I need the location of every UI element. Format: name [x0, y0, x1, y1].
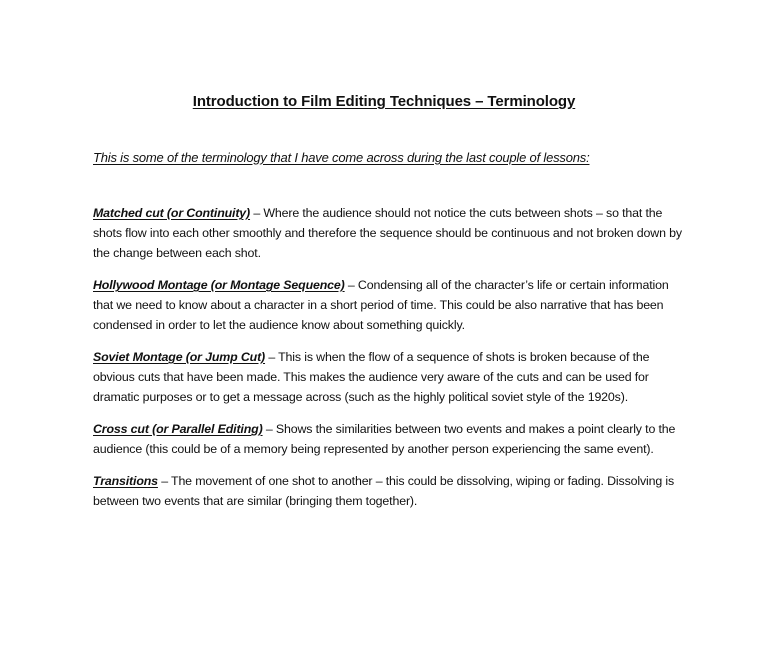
document-title: Introduction to Film Editing Techniques – Terminology	[192, 93, 576, 110]
term-label: Cross cut (or Parallel Editing)	[93, 422, 263, 436]
term-entry-hollywood-montage	[93, 275, 683, 335]
term-definition: – This is when the flow of a sequence of shots is broken because of the obvious cuts that have been made. This makes the audience very aware of the cuts and can be used for dramatic purposes or to get a message across (such as the highly political soviet style of the 1920s).	[93, 350, 650, 404]
term-label: Matched cut (or Continuity)	[93, 206, 251, 220]
term-definition: – Where the audience should not notice the cuts between shots – so that the shots flow into each other smoothly and therefore the sequence should be continuous and not broken down by the change between each shot.	[93, 206, 682, 260]
term-definition: – Shows the similarities between two events and makes a point clearly to the audience (this could be of a memory being represented by another person experiencing the same event).	[93, 422, 676, 456]
term-definition: – The movement of one shot to another – this could be dissolving, wiping or fading. Dissolving is between two events that are similar (bringing them together).	[93, 474, 675, 508]
term-label: Hollywood Montage (or Montage Sequence)	[93, 278, 345, 292]
term-label: Transitions	[93, 474, 158, 488]
term-entry-transitions	[93, 471, 683, 511]
term-entry-soviet-montage	[93, 347, 683, 407]
term-definition: – Condensing all of the character’s life or certain information that we need to know about a character in a short period of time. This could be also narrative that has been condensed in order to let the audience know about something quickly.	[93, 278, 669, 332]
terminology-list	[93, 203, 683, 523]
document-intro: This is some of the terminology that I have come across during the last couple of lessons:	[93, 150, 590, 165]
term-entry-matched-cut	[93, 203, 683, 263]
term-entry-cross-cut	[93, 419, 683, 459]
term-label: Soviet Montage (or Jump Cut)	[93, 350, 266, 364]
